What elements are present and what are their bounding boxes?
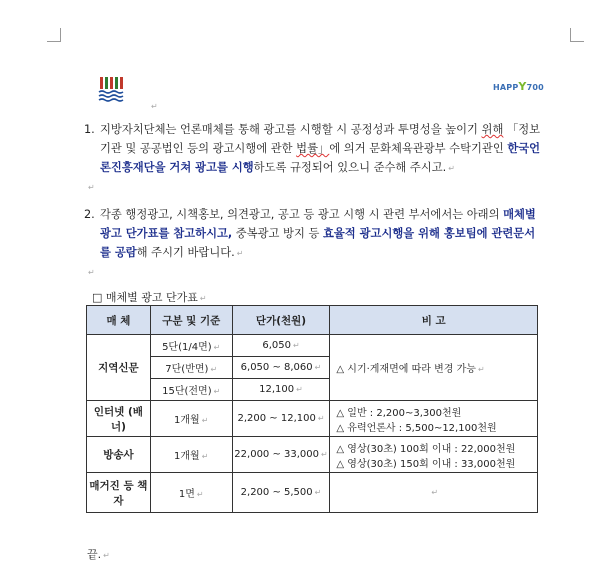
media-cell: 매거진 등 책자 (87, 473, 151, 513)
happy700-logo: HAPPY700 (493, 80, 544, 93)
p2-text-a: 각종 행정광고, 시책홍보, 의견광고, 공고 등 광고 시행 시 관련 부서에서는 아래의 (100, 208, 504, 221)
table-title: □ 매체별 광고 단가표 ↵ (92, 291, 207, 304)
table-row (87, 473, 538, 513)
crop-mark-top-left (47, 28, 61, 42)
price-cell: 2,200 ~ 5,500 ↵ (232, 473, 330, 513)
paragraph-mark-icon: ↵ (151, 102, 158, 111)
category-cell: 7단(반면) ↵ (150, 357, 232, 379)
paragraph-mark-icon: ↵ (88, 268, 95, 277)
media-cell: 인터넷 (배너) (87, 401, 151, 437)
note-line: △ 영상(30초) 100회 이내 : 22,000천원 (336, 443, 516, 455)
price-table (86, 305, 538, 513)
paragraph-1-number: 1. (84, 123, 95, 136)
p2-text-emphasis-2: 효율적 광고시행을 위해 홍보팀에 관련문서를 공람 (100, 227, 536, 259)
category-cell: 5단(1/4면) ↵ (150, 335, 232, 357)
p2-text-e: 해 주시기 바랍니다. (136, 246, 235, 259)
p1-text-d: 법률」 (296, 142, 330, 155)
table-header-row (87, 306, 538, 335)
header-category: 구분 및 기준 (150, 306, 232, 335)
paragraph-1: 1. 지방자치단체는 언론매체를 통해 광고를 시행할 시 공정성과 투명성을 높이기 위해 「정보기관 및 공공법인 등의 광고시행에 관한 법률」에 의거 문화체육관광부 수탁기관인 한국언론진흥재단을 거쳐 광고를 시행하도록 규정되어 있으니 준수해 주시고. ↵ (84, 120, 544, 178)
paragraph-2: 2. 각종 행정광고, 시책홍보, 의견광고, 공고 등 광고 시행 시 관련 부서에서는 아래의 매체별 광고 단가표를 참고하시고, 중복광고 방지 등 효율적 광고시행을 위해 홍보팀에 관련문서를 공람해 주시기 바랍니다. ↵ (84, 205, 544, 263)
p2-text-emphasis-1: 매체별 광고 단가표를 참고하시고, (100, 208, 536, 240)
p2-text-c: 중복광고 방지 등 (232, 227, 323, 240)
table-row (87, 335, 538, 357)
p1-text-b: 위해 (481, 123, 504, 136)
note-cell (330, 401, 538, 437)
paragraph-mark-icon: ↵ (88, 183, 95, 192)
price-cell: 12,100 ↵ (232, 379, 330, 401)
price-cell: 6,050 ↵ (232, 335, 330, 357)
p1-text-emphasis: 한국언론진흥재단을 거쳐 광고를 시행 (100, 142, 541, 174)
p1-text-a: 지방자치단체는 언론매체를 통해 광고를 시행할 시 공정성과 투명성을 높이기 (100, 123, 482, 136)
note-cell (330, 437, 538, 473)
header-price: 단가(천원) (232, 306, 330, 335)
note-line: △ 유력언론사 : 5,500~12,100천원 (336, 422, 497, 434)
p1-text-g: 하도록 규정되어 있으니 준수해 주시고. (253, 161, 447, 174)
p1-text-e: 에 의거 문화체육관광부 수탁기관인 (329, 142, 508, 155)
note-line: △ 영상(30초) 150회 이내 : 33,000천원 (336, 458, 516, 470)
price-cell: 2,200 ~ 12,100 ↵ (232, 401, 330, 437)
category-cell: 1개월 ↵ (150, 401, 232, 437)
category-cell: 15단(전면) ↵ (150, 379, 232, 401)
note-cell: ↵ (330, 473, 538, 513)
crop-mark-top-right (570, 28, 584, 42)
document-end: 끝. ↵ (87, 548, 110, 561)
header-note: 비 고 (330, 306, 538, 335)
category-cell: 1개월 ↵ (150, 437, 232, 473)
note-line: △ 일반 : 2,200~3,300천원 (336, 407, 462, 419)
category-cell: 1면 ↵ (150, 473, 232, 513)
price-cell: 6,050 ~ 8,060 ↵ (232, 357, 330, 379)
paragraph-2-number: 2. (84, 208, 95, 221)
price-cell: 22,000 ~ 33,000 ↵ (232, 437, 330, 473)
table-row (87, 437, 538, 473)
media-cell: 지역신문 (87, 335, 151, 401)
media-cell: 방송사 (87, 437, 151, 473)
municipal-logo-icon (97, 76, 125, 104)
p1-text-c: 「정보기관 및 공공법인 등의 광고시행에 관한 (100, 123, 541, 155)
header-media: 매 체 (87, 306, 151, 335)
table-row (87, 401, 538, 437)
note-cell: △ 시기·게재면에 따라 변경 가능 ↵ (330, 335, 538, 401)
